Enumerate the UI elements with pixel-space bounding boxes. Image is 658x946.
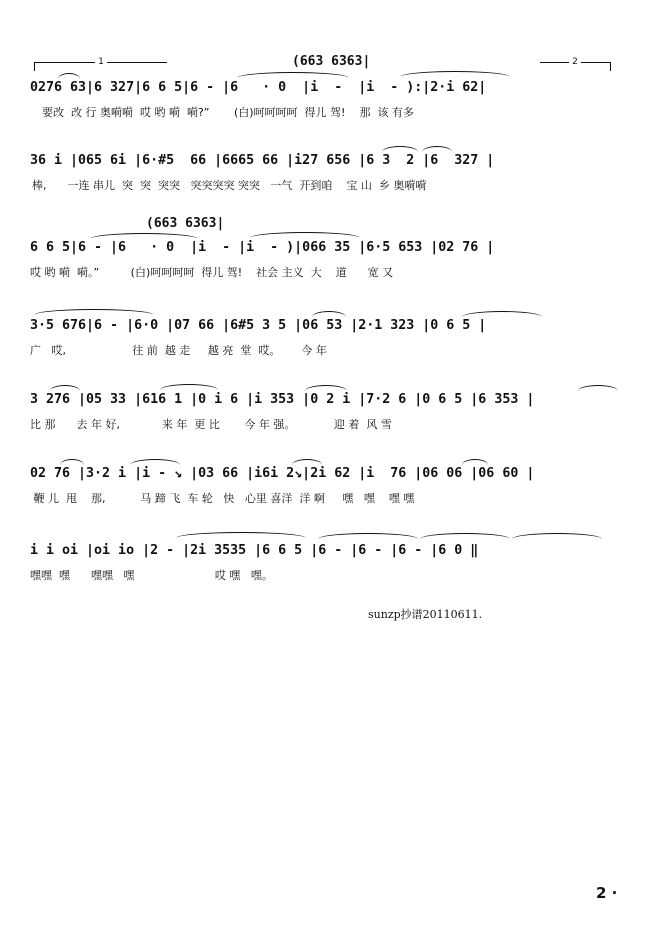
slur <box>90 233 198 239</box>
lyric-line-7: 嘿嘿 嘿 嘿嘿 嘿 哎 嘿 嘿。 <box>30 569 273 582</box>
slur <box>60 459 84 465</box>
notation-line-6: 02 76 |3·2 i |i - ↘ |03 66 |i6i 2↘|2i 62 |i 76 |06 06 |06 60 | <box>30 466 535 481</box>
slur <box>512 533 602 539</box>
slur <box>422 146 452 152</box>
slur <box>318 533 418 539</box>
slur <box>130 459 180 465</box>
slur <box>58 73 80 79</box>
lyric-line-4: 广 哎, 往 前 越 走 越 亮 堂 哎。 今 年 <box>30 344 327 357</box>
lyric-line-5: 比 那 去 年 好, 来 年 更 比 今 年 强。 迎 着 风 雪 <box>30 418 392 431</box>
slur <box>420 533 510 539</box>
transcriber-credit: sunzp抄谱20110611. <box>368 608 483 621</box>
notation-line-4: 3·5 676|6 - |6·0 |07 66 |6#5 3 5 |06 53 |2·1 323 |0 6 5 | <box>30 318 487 333</box>
slur <box>578 385 618 391</box>
slur <box>462 311 542 317</box>
notation-line-3: 6 6 5|6 - |6 · 0 |i - |i - )|066 35 |6·5 653 |02 76 | <box>30 240 495 255</box>
slur <box>305 385 347 391</box>
slur <box>400 71 510 77</box>
slur <box>50 385 80 391</box>
volta-1-label: 1 <box>95 57 107 67</box>
slur <box>462 459 488 465</box>
slur <box>176 532 306 538</box>
notation-line-7: i i oi |oi io |2 - |2i 3535 |6 6 5 |6 - |6 - |6 - |6 0 ‖ <box>30 543 479 558</box>
slur <box>382 146 418 152</box>
slur <box>250 232 360 238</box>
notation-line-2: 36 i |065 6i |6·#5 66 |6665 66 |i27 656 |6 3 2 |6 327 | <box>30 153 495 168</box>
chord-annotation-1: (663 6363| <box>292 54 371 69</box>
notation-line-1: 0276 63|6 327|6 6 5|6 - |6 · 0 |i - |i - ):|2·i 62| <box>30 80 487 95</box>
notation-line-5: 3 276 |05 33 |616 1 |0 i 6 |i 353 |0 2 i |7·2 6 |0 6 5 |6 353 | <box>30 392 535 407</box>
chord-annotation-2: (663 6363| <box>146 216 225 231</box>
slur <box>292 459 322 465</box>
slur <box>160 384 218 390</box>
slur <box>34 309 154 315</box>
page-number: 2 · <box>596 884 618 902</box>
volta-1 <box>34 57 167 71</box>
slur <box>237 72 349 78</box>
lyric-line-3: 哎 哟 嗬 嗬。” (白)呵呵呵呵 得儿 驾! 社会 主义 大 道 宽 又 <box>30 266 394 279</box>
lyric-line-2: 棒, 一连 串儿 突 突 突突 突突突突 突突 一气 开到咱 宝 山 乡 奥嗬嗬 <box>32 179 427 192</box>
volta-2 <box>540 57 611 71</box>
lyric-line-1: 要改 改 行 奥嗬嗬 哎 哟 嗬 嗬?” (白)呵呵呵呵 得儿 驾! 那 该 有多 <box>42 106 414 119</box>
lyric-line-6: 鞭 儿 甩 那, 马 蹄 飞 车 轮 快 心里 喜洋 洋 啊 嘿 嘿 嘿 嘿 <box>30 492 415 505</box>
volta-2-label: 2 <box>569 57 581 67</box>
slur <box>312 311 346 317</box>
